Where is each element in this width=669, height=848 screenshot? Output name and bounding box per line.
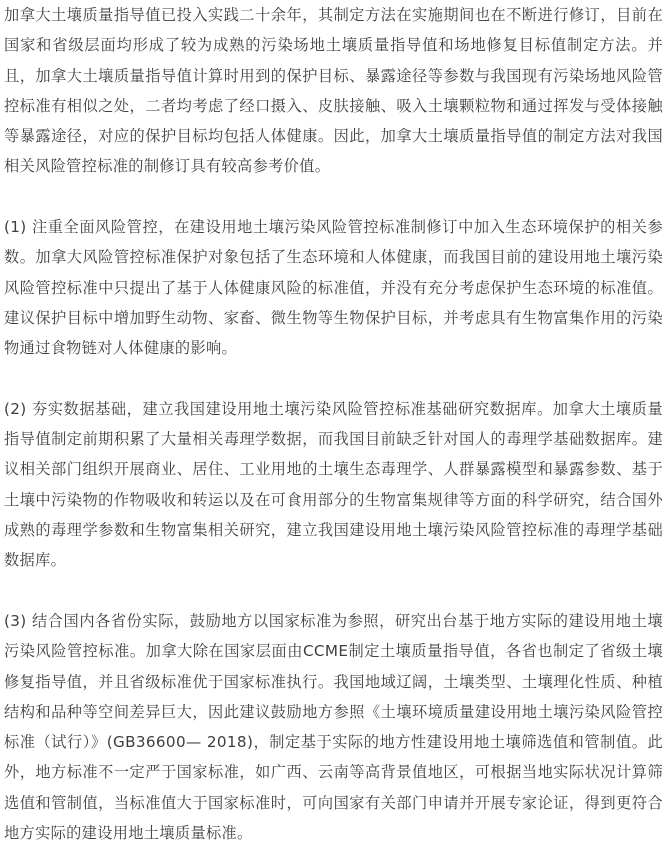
paragraph-gap (4, 364, 663, 394)
paragraph-gap (4, 182, 663, 212)
paragraph-recommendation-1: (1) 注重全面风险管控，在建设用地土壤污染风险管控标准制修订中加入生态环境保护的相关参数。加拿大风险管控标准保护对象包括了生态环境和人体健康，而我国目前的建设用地土壤污染风险管控标准中只提出了基于人体健康风险的标准值，并没有充分考虑保护生态环境的标准值。建议保护目标中增加野生动物、家畜、微生物等生物保护目标，并考虑具有生物富集作用的污染物通过食物链对人体健康的影响。 (4, 218, 663, 358)
paragraph-intro: 加拿大土壤质量指导值已投入实践二十余年，其制定方法在实施期间也在不断进行修订，目前在国家和省级层面均形成了较为成熟的污染场地土壤质量指导值和场地修复目标值制定方法。并且，加拿大土壤质量指导值计算时用到的保护目标、暴露途径等参数与我国现有污染场地风险管控标准有相似之处，二者均考虑了经口摄入、皮肤接触、吸入土壤颗粒物和通过挥发与受体接触等暴露途径，对应的保护目标均包括人体健康。因此，加拿大土壤质量指导值的制定方法对我国相关风险管控标准的制修订具有较高参考价值。 (4, 6, 663, 176)
paragraph-gap (4, 576, 663, 606)
paragraph-recommendation-2: (2) 夯实数据基础，建立我国建设用地土壤污染风险管控标准基础研究数据库。加拿大土壤质量指导值制定前期积累了大量相关毒理学数据，而我国目前缺乏针对国人的毒理学基础数据库。建议相关部门组织开展商业、居住、工业用地的土壤生态毒理学、人群暴露模型和暴露参数、基于土壤中污染物的作物吸收和转运以及在可食用部分的生物富集规律等方面的科学研究，结合国外成熟的毒理学参数和生物富集相关研究，建立我国建设用地土壤污染风险管控标准的毒理学基础数据库。 (4, 399, 663, 570)
paragraph-recommendation-3: (3) 结合国内各省份实际，鼓励地方以国家标准为参照，研究出台基于地方实际的建设用地土壤污染风险管控标准。加拿大除在国家层面由CCME制定土壤质量指导值，各省也制定了省级土壤修复指导值，并且省级标准优于国家标准执行。我国地域辽阔，土壤类型、土壤理化性质、种植结构和品种等空间差异巨大，因此建议鼓励地方参照《土壤环境质量建设用地土壤污染风险管控标准（试行）》(GB36600— 2018)，制定基于实际的地方性建设用地土壤筛选值和管制值。此外，地方标准不一定严于国家标准，如广西、云南等高背景值地区，可根据当地实际状况计算筛选值和管制值，当标准值大于国家标准时，可向国家有关部门申请并开展专家论证，得到更符合地方实际的建设用地土壤质量标准。 (4, 611, 663, 843)
